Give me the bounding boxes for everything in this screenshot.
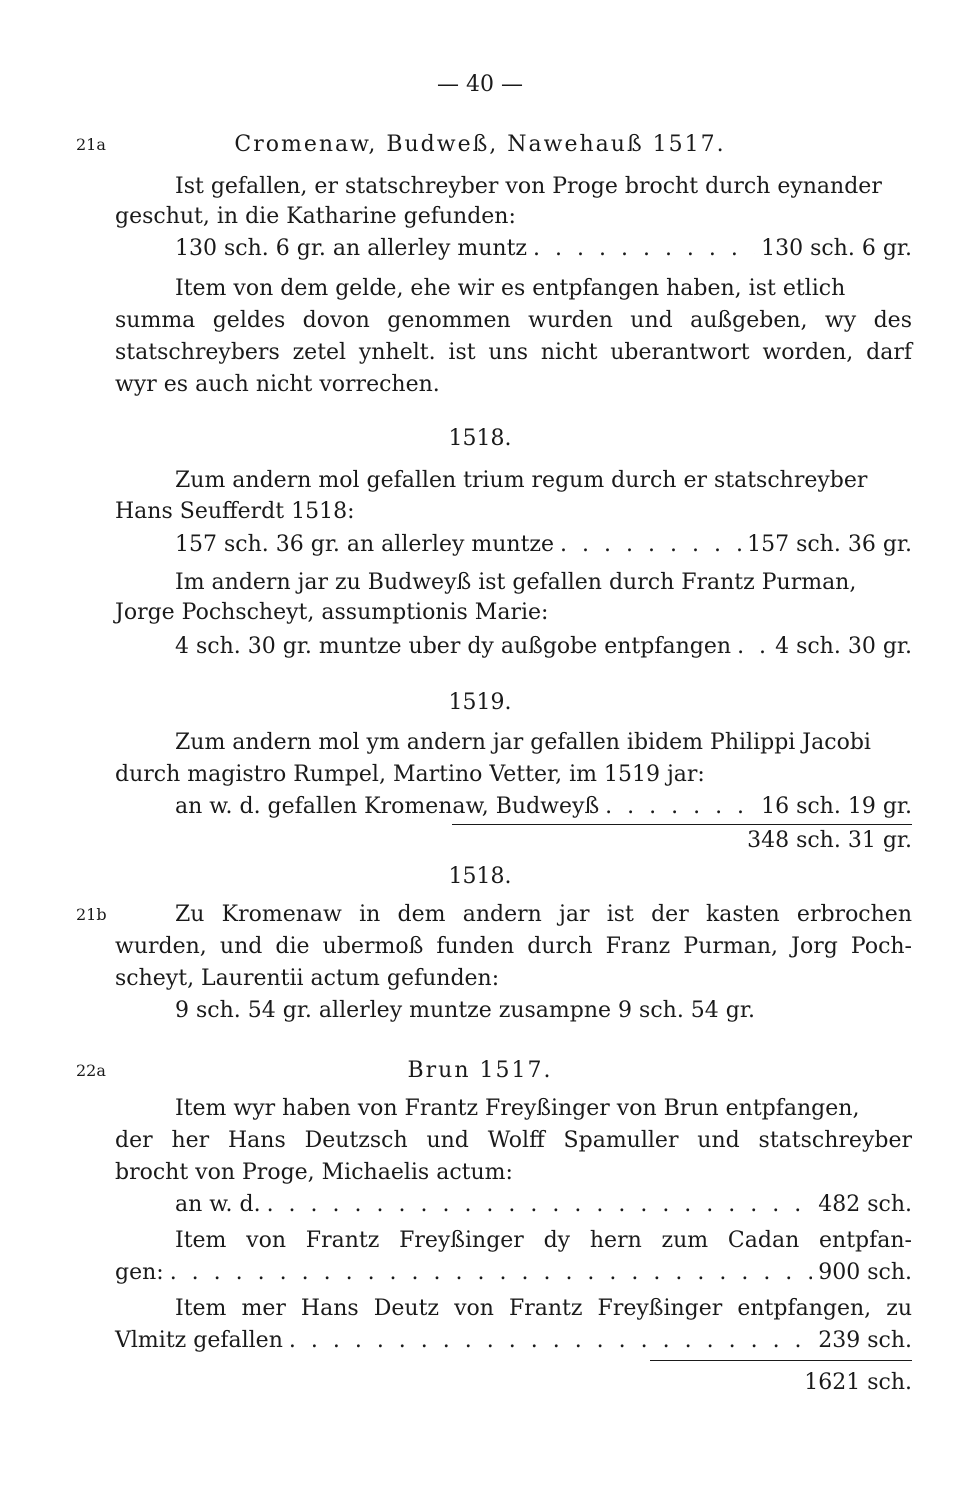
ledger-entry (175, 792, 912, 822)
ledger-entry (175, 632, 912, 662)
text-line: Item von dem gelde, ehe wir es entpfangen haben, ist etlich (175, 276, 846, 301)
page-number: — 40 — (437, 72, 523, 97)
text-line: Zum andern mol ym andern jar gefallen ibidem Philippi Jacobi (175, 730, 871, 755)
text-line: wurden, und die ubermoß funden durch Franz Purman, Jorg Poch- (115, 934, 912, 959)
entry-description: an w. d. gefallen Kromenaw, Budweyß (175, 794, 600, 819)
entry-description: 130 sch. 6 gr. an allerley muntz (175, 236, 528, 261)
entry-amount: 130 sch. 6 gr. (761, 236, 912, 261)
entry-description: Vlmitz gefallen (115, 1328, 283, 1353)
dot-leader (267, 1190, 813, 1220)
dot-leader (605, 792, 755, 822)
dot-leader (533, 234, 755, 264)
dot-leader (560, 530, 741, 560)
year-heading: 1518. (448, 864, 512, 889)
entry-description: 4 sch. 30 gr. muntze uber dy außgobe entpfangen (175, 634, 732, 659)
entry-amount: 157 sch. 36 gr. (747, 532, 912, 557)
text-line: Ist gefallen, er statschreyber von Proge brocht durch eynander (175, 174, 882, 199)
margin-note-22a: 22a (76, 1061, 106, 1080)
ledger-entry (115, 1258, 912, 1288)
margin-note-21a: 21a (76, 135, 106, 154)
margin-note-21b: 21b (76, 905, 107, 924)
ledger-entry (115, 1326, 912, 1356)
entry-description: gen: (115, 1260, 164, 1285)
text-line: durch magistro Rumpel, Martino Vetter, im 1519 jar: (115, 762, 705, 787)
entry-amount: 900 sch. (818, 1260, 912, 1285)
entry-amount: 16 sch. 19 gr. (761, 794, 912, 819)
total: 1621 sch. (804, 1370, 912, 1395)
text-line: scheyt, Laurentii actum gefunden: (115, 966, 500, 991)
entry-amount: 4 sch. 30 gr. (775, 634, 912, 659)
text-line: Jorge Pochscheyt, assumptionis Marie: (115, 600, 549, 625)
sum-rule (452, 824, 912, 825)
sum-rule (650, 1360, 912, 1361)
dot-leader (737, 632, 769, 662)
year-heading: 1518. (448, 426, 512, 451)
ledger-entry (175, 234, 912, 264)
section-heading-brun: Brun 1517. (407, 1058, 553, 1083)
ledger-entry (175, 1190, 912, 1220)
text-line: geschut, in die Katharine gefunden: (115, 204, 516, 229)
section-heading-cromenaw: Cromenaw, Budweß, Nawehauß 1517. (234, 132, 726, 157)
entry-description: an w. d. (175, 1192, 261, 1217)
ledger-entry: 9 sch. 54 gr. allerley muntze zusampne 9 sch. 54 gr. (175, 998, 755, 1023)
text-line: Zum andern mol gefallen trium regum durch er statschreyber (175, 468, 868, 493)
text-line: Hans Seufferdt 1518: (115, 499, 355, 524)
entry-amount: 239 sch. (818, 1328, 912, 1353)
text-line: statschreybers zetel ynhelt. ist uns nicht uberantwort worden, darf (115, 340, 912, 365)
text-line: Im andern jar zu Budweyß ist gefallen durch Frantz Purman, (175, 570, 857, 595)
entry-description: 157 sch. 36 gr. an allerley muntze (175, 532, 555, 557)
subtotal: 348 sch. 31 gr. (747, 828, 912, 853)
text-line: Item wyr haben von Frantz Freyßinger von Brun entpfangen, (175, 1096, 860, 1121)
dot-leader (170, 1258, 813, 1288)
entry-amount: 482 sch. (818, 1192, 912, 1217)
ledger-entry (175, 530, 912, 560)
year-heading: 1519. (448, 690, 512, 715)
text-line: summa geldes dovon genommen wurden und außgeben, wy des (115, 308, 912, 333)
text-line: Item mer Hans Deutz von Frantz Freyßinger entpfangen, zu (175, 1296, 912, 1321)
text-line: der her Hans Deutzsch und Wolff Spamuller und statschreyber (115, 1128, 912, 1153)
text-line: brocht von Proge, Michaelis actum: (115, 1160, 513, 1185)
text-line: wyr es auch nicht vorrechen. (115, 372, 440, 397)
dot-leader (289, 1326, 812, 1356)
text-line: Zu Kromenaw in dem andern jar ist der kasten erbrochen (175, 902, 912, 927)
text-line: Item von Frantz Freyßinger dy hern zum Cadan entpfan- (175, 1228, 912, 1253)
